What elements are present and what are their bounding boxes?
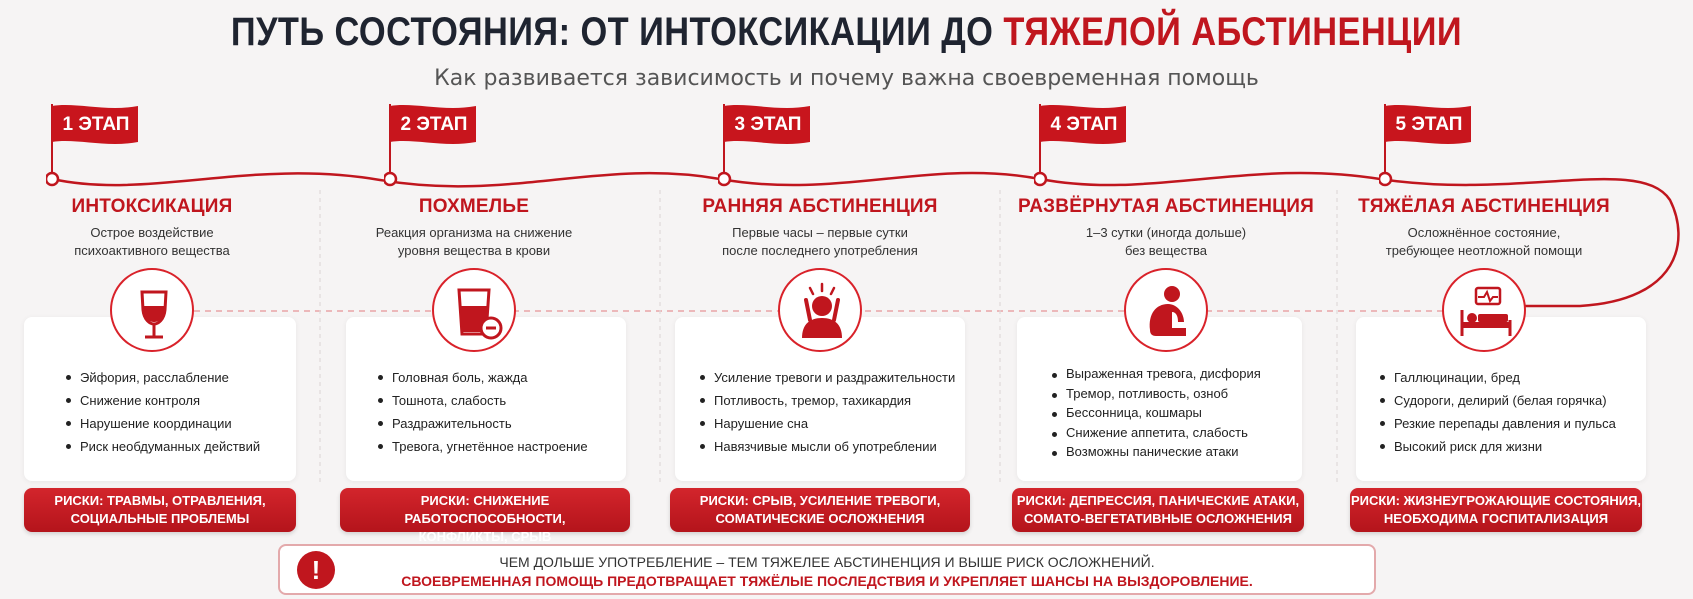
symptom-item: Выраженная тревога, дисфория	[1052, 364, 1261, 384]
symptom-list	[700, 366, 955, 458]
stage-description: Осложнённое состояние, требующее неотложной помощи	[1385, 225, 1583, 258]
symptom-item: Потливость, тремор, тахикардия	[700, 389, 955, 412]
symptom-list	[1380, 366, 1616, 458]
flag-label: 1 ЭТАП	[62, 114, 130, 135]
stage-name: ТЯЖЁЛАЯ АБСТИНЕНЦИЯ	[1358, 196, 1610, 217]
symptom-item: Тревога, угнетённое настроение	[378, 435, 588, 458]
symptom-item: Бессонница, кошмары	[1052, 403, 1261, 423]
stage-name: РАЗВЁРНУТАЯ АБСТИНЕНЦИЯ	[1018, 196, 1314, 217]
stage-description: Острое воздействие психоактивного вещества	[74, 225, 230, 258]
symptom-item: Нарушение координации	[66, 412, 260, 435]
risk-banner: РИСКИ: ДЕПРЕССИЯ, ПАНИЧЕСКИЕ АТАКИ, СОМАТО-ВЕГЕТАТИВНЫЕ ОСЛОЖНЕНИЯ	[1012, 488, 1304, 532]
risk-banner: РИСКИ: ТРАВМЫ, ОТРАВЛЕНИЯ, СОЦИАЛЬНЫЕ ПРОБЛЕМЫ	[24, 488, 296, 532]
risk-banner: РИСКИ: СНИЖЕНИЕ РАБОТОСПОСОБНОСТИ, КОНФЛИКТЫ, СРЫВ	[340, 488, 630, 532]
symptom-item: Нарушение сна	[700, 412, 955, 435]
risk-banner: РИСКИ: СРЫВ, УСИЛЕНИЕ ТРЕВОГИ, СОМАТИЧЕСКИЕ ОСЛОЖНЕНИЯ	[670, 488, 970, 532]
stage-name: РАННЯЯ АБСТИНЕНЦИЯ	[702, 196, 938, 217]
stage-description: Первые часы – первые сутки после последнего употребления	[722, 225, 918, 258]
flag-label: 3 ЭТАП	[734, 114, 802, 135]
symptom-item: Резкие перепады давления и пульса	[1380, 412, 1616, 435]
stage-header-4	[1006, 196, 1326, 260]
symptom-item: Навязчивые мысли об употреблении	[700, 435, 955, 458]
risk-banner: РИСКИ: ЖИЗНЕУГРОЖАЮЩИЕ СОСТОЯНИЯ, НЕОБХОДИМА ГОСПИТАЛИЗАЦИЯ	[1350, 488, 1642, 532]
warning-icon: !	[297, 551, 335, 589]
footer-line-2: СВОЕВРЕМЕННАЯ ПОМОЩЬ ПРЕДОТВРАЩАЕТ ТЯЖЁЛЫЕ ПОСЛЕДСТВИЯ И УКРЕПЛЯЕТ ШАНСЫ НА ВЫЗДОРОВЛЕНИЕ.	[401, 573, 1253, 589]
stage-description: Реакция организма на снижение уровня вещества в крови	[375, 225, 573, 258]
symptom-item: Высокий риск для жизни	[1380, 435, 1616, 458]
stage-header-1	[0, 196, 312, 260]
symptom-list	[1052, 364, 1261, 462]
stage-header-3	[660, 196, 980, 260]
title-main: ПУТЬ СОСТОЯНИЯ: ОТ ИНТОКСИКАЦИИ ДО	[230, 10, 1004, 54]
symptom-item: Тремор, потливость, озноб	[1052, 384, 1261, 404]
stage-name: ИНТОКСИКАЦИЯ	[71, 196, 233, 217]
symptom-item: Возможны панические атаки	[1052, 442, 1261, 462]
symptom-item: Раздражительность	[378, 412, 588, 435]
symptom-item: Эйфория, расслабление	[66, 366, 260, 389]
symptom-list	[66, 366, 260, 458]
title-accent: ТЯЖЕЛОЙ АБСТИНЕНЦИИ	[1003, 10, 1463, 54]
footer-line-1: ЧЕМ ДОЛЬШЕ УПОТРЕБЛЕНИЕ – ТЕМ ТЯЖЕЛЕЕ АБСТИНЕНЦИЯ И ВЫШЕ РИСК ОСЛОЖНЕНИЙ.	[499, 554, 1155, 570]
symptom-item: Тошнота, слабость	[378, 389, 588, 412]
symptom-item: Снижение контроля	[66, 389, 260, 412]
stressed-person-icon	[778, 268, 862, 352]
page-subtitle: Как развивается зависимость и почему важна своевременная помощь	[434, 66, 1259, 91]
symptom-item: Снижение аппетита, слабость	[1052, 423, 1261, 443]
symptom-item: Риск необдуманных действий	[66, 435, 260, 458]
symptom-item: Галлюцинации, бред	[1380, 366, 1616, 389]
flag-label: 5 ЭТАП	[1395, 114, 1463, 135]
wine-glass-icon	[110, 268, 194, 352]
symptom-item: Судороги, делирий (белая горячка)	[1380, 389, 1616, 412]
stage-description: 1–3 сутки (иногда дольше) без вещества	[1085, 225, 1247, 258]
symptom-list	[378, 366, 588, 458]
symptom-item: Усиление тревоги и раздражительности	[700, 366, 955, 389]
water-glass-minus-icon	[432, 268, 516, 352]
stage-name: ПОХМЕЛЬЕ	[418, 196, 530, 217]
flag-label: 2 ЭТАП	[400, 114, 468, 135]
footer-banner	[278, 544, 1376, 595]
sitting-person-icon	[1124, 268, 1208, 352]
flag-label: 4 ЭТАП	[1050, 114, 1118, 135]
symptom-item: Головная боль, жажда	[378, 366, 588, 389]
stage-header-5	[1324, 196, 1644, 260]
hospital-bed-icon	[1442, 268, 1526, 352]
stage-header-2	[314, 196, 634, 260]
